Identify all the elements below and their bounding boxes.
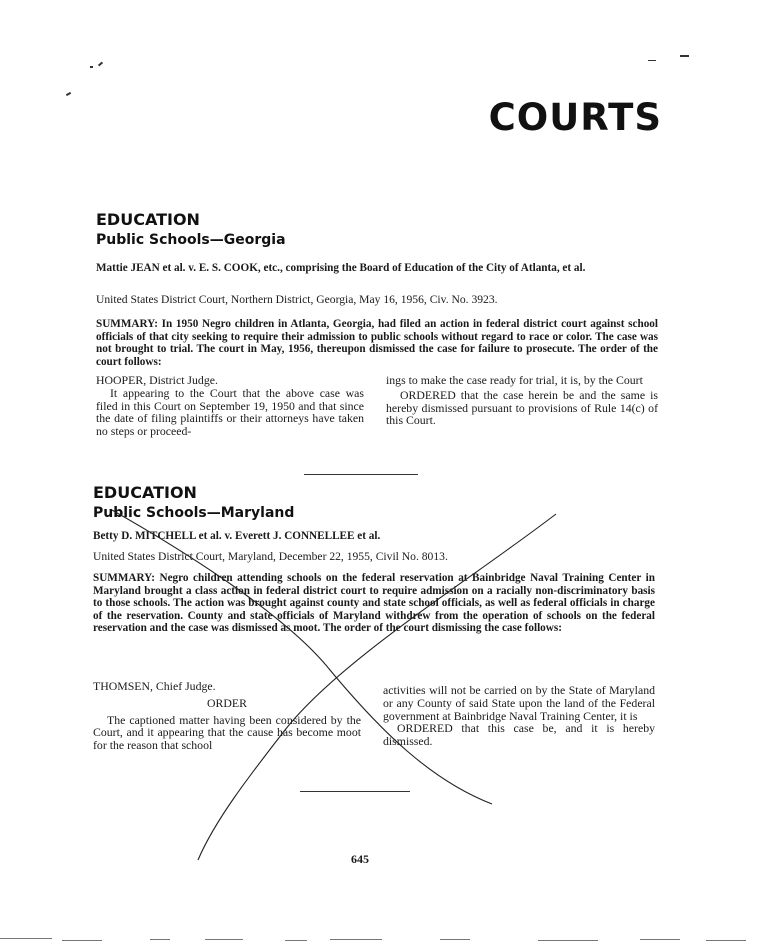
scan-edge-mark [640,939,680,940]
scan-edge-mark [285,940,307,941]
opinion-paragraph: ings to make the case ready for trial, it is, by the Court [386,373,643,387]
case-summary: SUMMARY: Negro children attending schools on the federal reservation at Bainbridge Naval Training Center in Maryland brought a class action in federal district court to require admission on a racially non-discriminatory basis to those schools. The action was brought against county and state school officials, as well as federal officials in charge of the reservation. County and state officials of Maryland withdrew from the operation of schools on the federal reservation and the case was dismissed as moot. The order of the court dismissing the case follows: [93,572,655,634]
scan-edge-mark [330,939,382,940]
scan-edge-mark [440,939,470,940]
scan-edge-mark [205,939,243,940]
scan-edge-mark [706,940,746,941]
judge-name: THOMSEN, Chief Judge. [93,679,216,693]
section-heading-education: EDUCATION [93,483,197,502]
section-subheading-maryland: Public Schools—Maryland [93,505,295,521]
order-title: ORDER [207,695,247,710]
court-line: United States District Court, Northern District, Georgia, May 16, 1956, Civ. No. 3923. [96,293,498,306]
case-caption: Mattie JEAN et al. v. E. S. COOK, etc., comprising the Board of Education of the City of Atlanta, et al. [96,262,586,274]
section-subheading-georgia: Public Schools—Georgia [96,232,286,248]
opinion-paragraph: It appearing to the Court that the above case was filed in this Court on September 19, 1950 and that since the date of filing plaintiffs or their attorneys have taken no steps or proceed- [96,385,364,439]
scan-edge-mark [538,940,598,941]
scan-edge-mark [150,939,170,940]
order-paragraph: ORDERED that this case be, and it is hereby dismissed. [383,721,655,749]
judge-name: HOOPER, District Judge. [96,373,218,387]
page-title: COURTS [488,96,662,139]
section-heading-education: EDUCATION [96,210,200,229]
case-caption: Betty D. MITCHELL et al. v. Everett J. CONNELLEE et al. [93,530,381,542]
strike-line [198,514,556,860]
opinion-paragraph: activities will not be carried on by the State of Maryland or any County of said State upon the land of the Federal government at Bainbridge Naval Training Center, it is [383,683,655,723]
opinion-paragraph: The captioned matter having been considered by the Court, and it appearing that the cause has become moot for the reason that school [93,712,361,753]
order-paragraph: ORDERED that the case herein be and the same is hereby dismissed pursuant to provisions of Rule 14(c) of this Court. [386,387,658,428]
court-line: United States District Court, Maryland, December 22, 1955, Civil No. 8013. [93,550,448,563]
scan-edge-mark [0,938,52,939]
page-number: 645 [351,852,369,866]
scan-edge-mark [62,940,102,941]
case-summary: SUMMARY: In 1950 Negro children in Atlanta, Georgia, had filed an action in federal district court against school officials of that city seeking to require their admission to public schools without regard to race or color. The case was not brought to trial. The court in May, 1956, thereupon dismissed the case for failure to prosecute. The order of the court follows: [96,318,658,368]
strike-line [112,510,492,804]
